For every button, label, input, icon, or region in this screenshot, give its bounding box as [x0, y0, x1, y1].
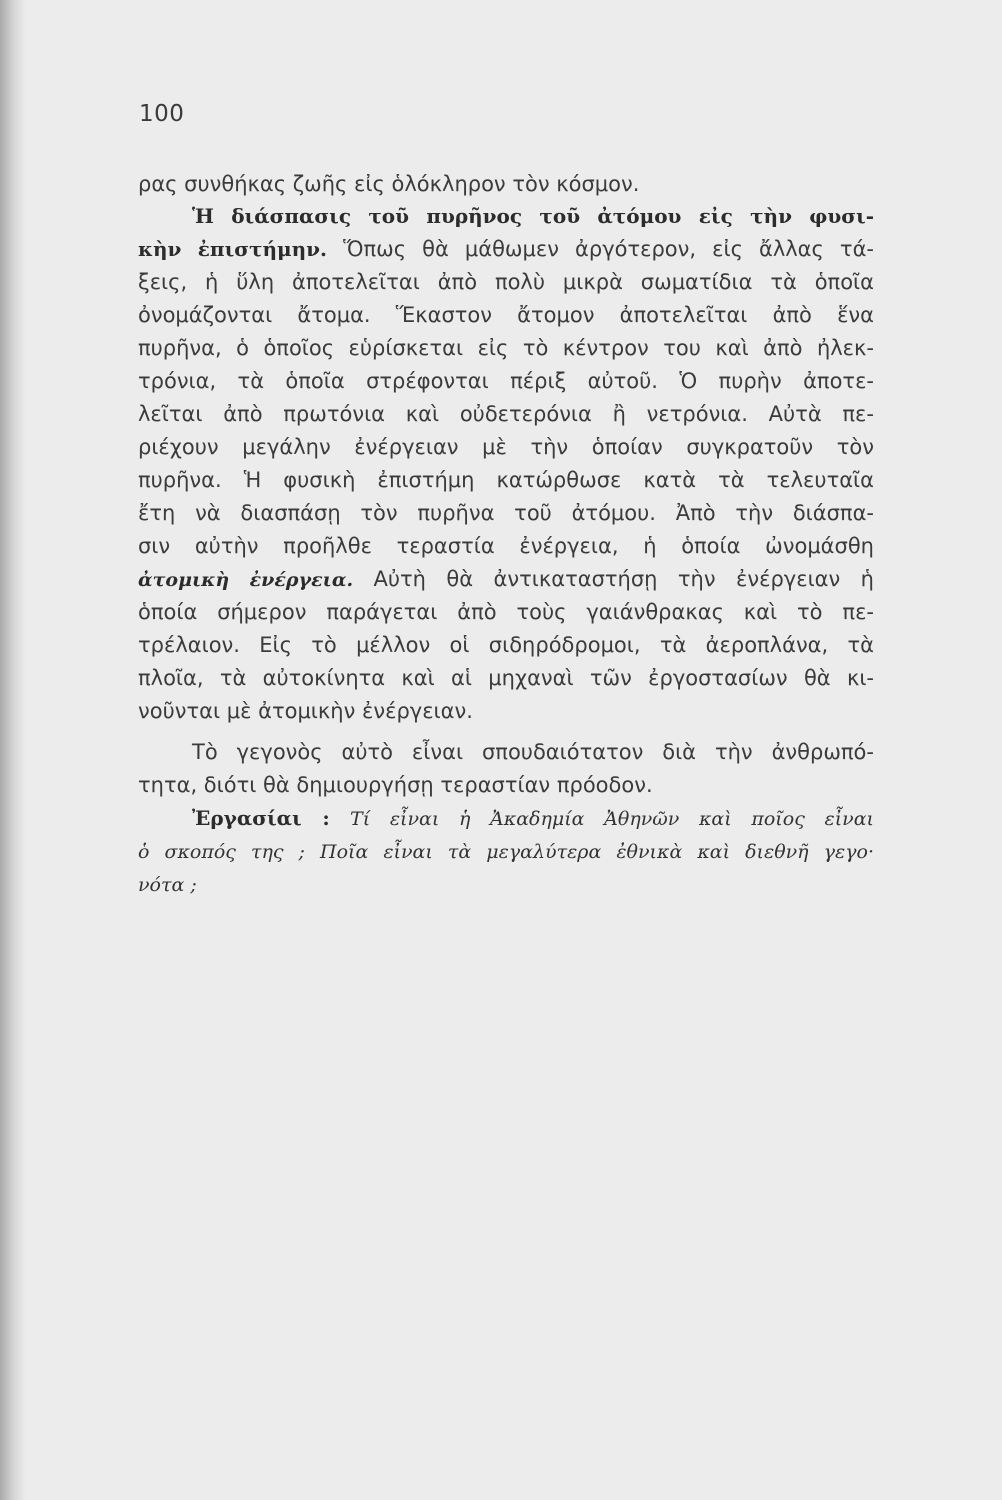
text-line [138, 464, 874, 496]
text-span: τρόνια, τὰ ὁποῖα στρέφονται πέριξ αὐτοῦ. Ὁ πυρὴν ἀποτε- [138, 369, 874, 393]
exercise-text: νότα ; [138, 874, 197, 896]
section-heading-end: κὴν ἐπιστήμην. [138, 237, 328, 261]
text-line [138, 365, 874, 397]
text-span: νοῦνται μὲ ἀτομικὴν ἐνέργειαν. [138, 699, 473, 723]
emphasis-term: ἀτομικὴ ἐνέργεια. [138, 569, 354, 591]
text-line [138, 662, 874, 694]
page-number: 100 [139, 101, 185, 127]
text-span: τρέλαιον. Εἰς τὸ μέλλον οἱ σιδηρόδρομοι, τὰ ἀεροπλάνα, τὰ [138, 633, 874, 657]
text-span: τητα, διότι θὰ δημιουργήσῃ τεραστίαν πρόοδον. [138, 773, 653, 797]
text-span: πυρῆνα, ὁ ὁποῖος εὑρίσκεται εἰς τὸ κέντρον του καὶ ἀπὸ ἠλεκ- [138, 336, 874, 360]
text-span: ριέχουν μεγάλην ἐνέργειαν μὲ τὴν ὁποίαν συγκρατοῦν τὸν [138, 435, 874, 459]
text-line [138, 497, 874, 529]
text-line [138, 596, 874, 628]
text-span: λεῖται ἀπὸ πρωτόνια καὶ οὐδετερόνια ἢ νετρόνια. Αὐτὰ πε- [138, 402, 874, 426]
text-span: ὁποία σήμερον παράγεται ἀπὸ τοὺς γαιάνθρακας καὶ τὸ πε- [138, 600, 874, 624]
text-span: σιν αὐτὴν προῆλθε τεραστία ἐνέργεια, ἡ ὁποία ὠνομάσθη [138, 534, 874, 558]
text-line [138, 695, 874, 727]
text-line [138, 233, 874, 265]
text-line [138, 168, 874, 200]
text-line [138, 299, 874, 331]
text-line [138, 431, 874, 463]
binding-shadow [0, 0, 26, 1500]
exercises-label: Ἐργασίαι : [192, 806, 330, 830]
text-span: πυρῆνα. Ἡ φυσικὴ ἐπιστήμη κατώρθωσε κατὰ τὰ τελευταῖα [138, 468, 874, 492]
section-heading-line [138, 200, 874, 232]
text-span: ὀνομάζονται ἄτομα. Ἕκαστον ἄτομον ἀποτελεῖται ἀπὸ ἕνα [138, 303, 874, 327]
text-line [138, 332, 874, 364]
exercises-line [138, 868, 874, 900]
text-line [138, 629, 874, 661]
text-span: Τὸ γεγονὸς αὐτὸ εἶναι σπουδαιότατον διὰ τὴν ἀνθρωπό- [192, 740, 874, 764]
exercises-line [138, 802, 874, 834]
text-line [138, 266, 874, 298]
text-span: Αὐτὴ θὰ ἀντικαταστήσῃ τὴν ἐνέργειαν ἡ [373, 567, 874, 591]
text-line [138, 769, 874, 801]
text-span: ρας συνθήκας ζωῆς εἰς ὁλόκληρον τὸν κόσμον. [138, 172, 640, 196]
text-line [138, 530, 874, 562]
exercise-text: Τί εἶναι ἡ Ἀκαδημία Ἀθηνῶν καὶ ποῖος εἶναι [350, 808, 874, 830]
exercises-line [138, 835, 874, 867]
text-span: πλοῖα, τὰ αὐτοκίνητα καὶ αἱ μηχαναὶ τῶν ἐργοστασίων θὰ κι- [138, 666, 874, 690]
text-span: Ὅπως θὰ μάθωμεν ἀργότερον, εἰς ἄλλας τά- [343, 237, 874, 261]
text-line [138, 398, 874, 430]
text-line [138, 563, 874, 595]
section-heading: Ἡ διάσπασις τοῦ πυρῆνος τοῦ ἀτόμου εἰς τὴν φυσι- [192, 204, 874, 228]
text-span: ξεις, ἡ ὕλη ἀποτελεῖται ἀπὸ πολὺ μικρὰ σωματίδια τὰ ὁποῖα [138, 270, 874, 294]
text-line [138, 736, 874, 768]
exercise-text: ὁ σκοπός της ; Ποῖα εἶναι τὰ μεγαλύτερα ἐθνικὰ καὶ διεθνῆ γεγο· [138, 841, 874, 863]
text-span: ἔτη νὰ διασπάσῃ τὸν πυρῆνα τοῦ ἀτόμου. Ἀπὸ τὴν διάσπα- [138, 501, 874, 525]
